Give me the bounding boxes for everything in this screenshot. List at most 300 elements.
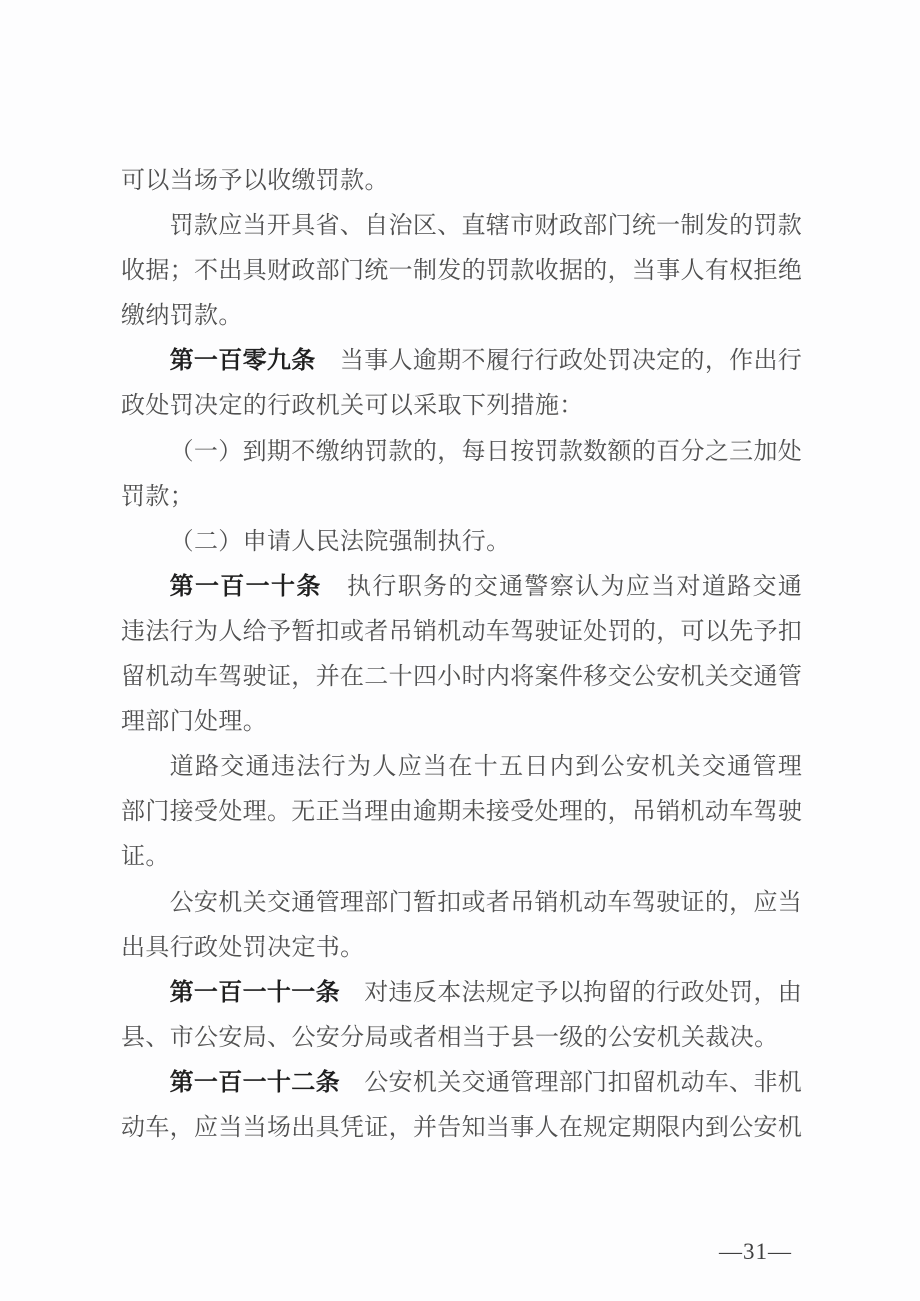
body-char: 财 xyxy=(534,213,559,240)
body-char: 限 xyxy=(656,1114,681,1141)
article-number-char: 第 xyxy=(169,979,194,1006)
body-char: 、 xyxy=(339,213,364,240)
document-body xyxy=(121,159,802,1151)
body-char: 期 xyxy=(437,799,462,826)
body-char: 处 xyxy=(777,438,802,465)
body-char: 安 xyxy=(625,754,650,781)
body-char: 绝 xyxy=(777,258,802,285)
body-char: 具 xyxy=(315,1114,340,1141)
article-number-char: 第 xyxy=(169,573,194,600)
body-char: 具 xyxy=(291,213,316,240)
body-char: 直 xyxy=(461,213,486,240)
body-char: 驶 xyxy=(777,799,802,826)
body-char: 在 xyxy=(339,664,364,691)
body-char: 理 xyxy=(534,1069,559,1096)
body-char: 人 xyxy=(680,258,705,285)
text-line xyxy=(121,339,802,384)
body-char: 出 xyxy=(753,348,778,375)
body-char: 销 xyxy=(534,889,559,916)
page-number: —31— xyxy=(719,1239,792,1264)
line-text: 缴纳罚款。 xyxy=(121,303,243,330)
line-text: （二）申请人民法院强制执行。 xyxy=(169,528,511,555)
body-char: 关 xyxy=(704,664,729,691)
text-line xyxy=(121,700,802,745)
body-char: 管 xyxy=(777,664,802,691)
body-char: 人 xyxy=(388,348,413,375)
body-char: 额 xyxy=(607,438,632,465)
body-char: ， xyxy=(607,799,632,826)
body-char: 二 xyxy=(364,664,389,691)
body-char: 日 xyxy=(524,754,549,781)
body-char: 规 xyxy=(583,1114,608,1141)
body-char: 门 xyxy=(339,258,364,285)
body-char: 制 xyxy=(412,258,437,285)
body-char: 出 xyxy=(218,258,243,285)
body-char: 人 xyxy=(534,1114,559,1141)
body-char: 当 xyxy=(485,1114,510,1141)
body-char: 通 xyxy=(485,1069,510,1096)
article-number-char: 一 xyxy=(242,979,267,1006)
body-char: 时 xyxy=(461,664,486,691)
body-char: 行 xyxy=(169,618,194,645)
body-char: 辖 xyxy=(485,213,510,240)
body-char: 政 xyxy=(680,979,705,1006)
body-char: 或 xyxy=(461,889,486,916)
body-char: ， xyxy=(291,664,316,691)
body-char: 无 xyxy=(291,799,316,826)
body-char: 定 xyxy=(607,1114,632,1141)
body-char: 管 xyxy=(752,754,777,781)
body-char: 车 xyxy=(704,1069,729,1096)
body-char: 据 xyxy=(145,258,170,285)
body-char: 暂 xyxy=(412,889,437,916)
body-char: 内 xyxy=(549,754,574,781)
body-char: 应 xyxy=(397,754,422,781)
body-char: 交 xyxy=(752,573,777,600)
body-char: 销 xyxy=(656,799,681,826)
body-char: 公 xyxy=(600,754,625,781)
body-char: 安 xyxy=(193,889,218,916)
body-char: 通 xyxy=(753,664,778,691)
body-char: 违 xyxy=(121,618,145,645)
body-char: 十 xyxy=(388,664,413,691)
body-char: ， xyxy=(169,1114,194,1141)
line-text: 政处罚决定的行政机关可以采取下列措施： xyxy=(121,393,584,420)
heading-gap xyxy=(316,339,340,384)
body-char: 安 xyxy=(656,664,681,691)
body-char: 部 xyxy=(315,258,340,285)
body-char: 期 xyxy=(631,1114,656,1141)
body-char: 车 xyxy=(729,799,754,826)
body-char: 驾 xyxy=(753,799,778,826)
body-char: 事 xyxy=(656,258,681,285)
body-char: 者 xyxy=(485,889,510,916)
body-char: 罚 xyxy=(534,438,559,465)
body-char: 交 xyxy=(607,664,632,691)
body-char: 关 xyxy=(676,754,701,781)
body-char: 关 xyxy=(437,1069,462,1096)
body-char: 并 xyxy=(315,664,340,691)
article-number-char: 零 xyxy=(242,348,267,375)
body-char: 知 xyxy=(461,1114,486,1141)
body-char: 告 xyxy=(437,1114,462,1141)
body-char: 分 xyxy=(680,438,705,465)
body-char: 不 xyxy=(461,348,486,375)
body-char: 警 xyxy=(524,573,549,600)
body-char: 一 xyxy=(388,258,413,285)
text-line xyxy=(121,384,802,429)
body-char: 以 xyxy=(704,618,729,645)
body-char: 不 xyxy=(193,258,218,285)
text-line xyxy=(121,249,802,294)
body-char: 非 xyxy=(753,1069,778,1096)
body-char: 事 xyxy=(510,1114,535,1141)
body-char: 、 xyxy=(437,213,462,240)
body-char: 应 xyxy=(193,1114,218,1141)
article-number-char: 一 xyxy=(242,1069,267,1096)
body-char: 内 xyxy=(680,1114,705,1141)
body-char: 接 xyxy=(485,799,510,826)
body-char: 安 xyxy=(753,1114,778,1141)
body-char: 机 xyxy=(218,889,243,916)
body-char: 职 xyxy=(397,573,422,600)
body-char: 交 xyxy=(220,754,245,781)
body-char: 处 xyxy=(534,799,559,826)
body-char: 驾 xyxy=(218,664,243,691)
body-char: 认 xyxy=(575,573,600,600)
text-line xyxy=(121,204,802,249)
body-char: 应 xyxy=(753,889,778,916)
body-char: 管 xyxy=(510,1069,535,1096)
text-line xyxy=(121,159,802,204)
body-char: 法 xyxy=(145,618,170,645)
body-char: 款 xyxy=(510,258,535,285)
body-char: 道 xyxy=(701,573,726,600)
body-char: 扣 xyxy=(315,618,340,645)
body-char: 款 xyxy=(777,213,802,240)
body-char: 通 xyxy=(499,573,524,600)
body-char: 移 xyxy=(583,664,608,691)
body-char: 拒 xyxy=(753,258,778,285)
line-text: 证。 xyxy=(121,844,170,871)
body-char: 关 xyxy=(242,889,267,916)
article-number-char: 条 xyxy=(315,1069,340,1096)
body-char: 区 xyxy=(412,213,437,240)
body-char: 拘 xyxy=(583,979,608,1006)
text-line xyxy=(121,1061,802,1106)
article-number-char: 十 xyxy=(266,1069,291,1096)
article-number-char: 二 xyxy=(291,1069,316,1096)
body-char: 动 xyxy=(704,799,729,826)
body-char: 动 xyxy=(461,618,486,645)
article-number-char: 条 xyxy=(315,979,340,1006)
body-char: 到 xyxy=(704,1114,729,1141)
body-char: 日 xyxy=(485,438,510,465)
body-char: 逾 xyxy=(412,799,437,826)
text-line xyxy=(121,655,802,700)
body-char: 的 xyxy=(448,573,473,600)
text-line xyxy=(121,1016,802,1061)
body-char: 收 xyxy=(534,258,559,285)
body-char: 交 xyxy=(701,754,726,781)
body-char: 交 xyxy=(729,664,754,691)
body-char: 出 xyxy=(291,1114,316,1141)
body-char: 证 xyxy=(680,889,705,916)
body-char: 通 xyxy=(291,889,316,916)
body-char: 由 xyxy=(388,799,413,826)
body-char: 部 xyxy=(121,799,145,826)
body-char: 的 xyxy=(583,799,608,826)
text-line xyxy=(121,1106,802,1151)
body-char: 受 xyxy=(193,799,218,826)
body-char: 门 xyxy=(388,889,413,916)
body-char: 证 xyxy=(558,618,583,645)
body-char: 按 xyxy=(510,438,535,465)
body-char: 罚 xyxy=(169,213,194,240)
body-char: 反 xyxy=(412,979,437,1006)
body-char: 。 xyxy=(266,799,291,826)
body-char: 应 xyxy=(218,213,243,240)
body-char: 吊 xyxy=(631,799,656,826)
body-char: 决 xyxy=(631,348,656,375)
body-char: 自 xyxy=(364,213,389,240)
article-number-char: 一 xyxy=(193,348,218,375)
body-char: 察 xyxy=(549,573,574,600)
body-char: 机 xyxy=(680,799,705,826)
body-char: 机 xyxy=(656,1069,681,1096)
body-char: 内 xyxy=(485,664,510,691)
body-char: 扣 xyxy=(437,889,462,916)
body-char: 据 xyxy=(558,258,583,285)
body-char: 人 xyxy=(218,618,243,645)
body-char: 驶 xyxy=(656,889,681,916)
body-char: 驾 xyxy=(631,889,656,916)
article-number-char: 一 xyxy=(193,1069,218,1096)
article-number-char: 条 xyxy=(296,573,321,600)
body-char: 通 xyxy=(245,754,270,781)
line-text: 县、市公安局、公安分局或者相当于县一级的公安机关裁决。 xyxy=(121,1024,779,1051)
body-char: ， xyxy=(656,618,681,645)
body-char: 为 xyxy=(347,754,371,781)
body-char: 处 xyxy=(583,348,608,375)
body-char: 对 xyxy=(364,979,389,1006)
body-char: 款 xyxy=(193,213,218,240)
body-char: 不 xyxy=(291,438,316,465)
body-char: 给 xyxy=(242,618,267,645)
text-line xyxy=(121,835,802,880)
body-char: 事 xyxy=(364,348,389,375)
body-char: 当 xyxy=(339,348,364,375)
article-number-char: 百 xyxy=(218,979,243,1006)
body-char: 期 xyxy=(266,438,291,465)
body-char: 机 xyxy=(412,1069,437,1096)
body-char: 规 xyxy=(485,979,510,1006)
body-char: 车 xyxy=(145,1114,170,1141)
body-char: 违 xyxy=(388,979,413,1006)
body-char: 具 xyxy=(242,258,267,285)
body-char: 接 xyxy=(169,799,194,826)
body-char: 车 xyxy=(193,664,218,691)
body-char: 定 xyxy=(656,348,681,375)
body-char: 案 xyxy=(534,664,559,691)
body-char: 吊 xyxy=(388,618,413,645)
text-line xyxy=(121,971,802,1016)
body-char: 款 xyxy=(388,438,413,465)
body-char: 十 xyxy=(473,754,498,781)
body-char: 款 xyxy=(558,438,583,465)
body-char: 由 xyxy=(777,979,802,1006)
body-char: 当 xyxy=(242,213,267,240)
article-number-char: 九 xyxy=(266,348,291,375)
body-char: 道 xyxy=(169,754,194,781)
body-char: 场 xyxy=(266,1114,291,1141)
body-char: 或 xyxy=(339,618,364,645)
body-char: 到 xyxy=(575,754,600,781)
body-char: 政 xyxy=(558,348,583,375)
body-char: ， xyxy=(729,889,754,916)
body-char: 件 xyxy=(558,664,583,691)
body-char: 销 xyxy=(412,618,437,645)
body-char: 机 xyxy=(558,889,583,916)
body-char: 有 xyxy=(704,258,729,285)
body-char: 罚 xyxy=(364,438,389,465)
body-char: 到 xyxy=(242,438,267,465)
body-char: 路 xyxy=(194,754,219,781)
body-char: 机 xyxy=(777,1069,802,1096)
text-line xyxy=(121,294,802,339)
body-char: ； xyxy=(169,258,194,285)
article-number-char: 一 xyxy=(193,979,218,1006)
body-char: 治 xyxy=(388,213,413,240)
text-line xyxy=(121,745,802,790)
body-char: 的 xyxy=(461,258,486,285)
body-char: 予 xyxy=(534,979,559,1006)
body-char: 动 xyxy=(680,1069,705,1096)
body-char: 的 xyxy=(704,889,729,916)
body-char: 行 xyxy=(510,348,535,375)
body-char: 开 xyxy=(266,213,291,240)
article-number-char: 一 xyxy=(291,979,316,1006)
body-char: 的 xyxy=(631,618,656,645)
body-char: ） xyxy=(218,438,243,465)
body-char: 为 xyxy=(193,618,218,645)
body-char: 百 xyxy=(656,438,681,465)
text-line xyxy=(121,926,802,971)
body-char: 驶 xyxy=(242,664,267,691)
body-char: 的 xyxy=(729,213,754,240)
body-char: 罚 xyxy=(607,348,632,375)
body-char: 政 xyxy=(558,213,583,240)
body-char: 罚 xyxy=(729,979,754,1006)
body-char: 可 xyxy=(680,618,705,645)
body-char: 留 xyxy=(121,664,145,691)
body-char: 行 xyxy=(372,573,397,600)
line-text: 出具行政处罚决定书。 xyxy=(121,934,365,961)
body-char: 留 xyxy=(607,979,632,1006)
body-char: 市 xyxy=(510,213,535,240)
body-char: 缴 xyxy=(315,438,340,465)
body-char: 为 xyxy=(600,573,625,600)
body-char: ， xyxy=(704,348,729,375)
body-char: 统 xyxy=(631,213,656,240)
body-char: 行 xyxy=(321,754,346,781)
body-char: 收 xyxy=(121,258,145,285)
body-char: 机 xyxy=(777,1114,802,1141)
body-char: 未 xyxy=(461,799,486,826)
body-char: 的 xyxy=(680,348,705,375)
body-char: 定 xyxy=(510,979,535,1006)
body-char: 部 xyxy=(364,889,389,916)
body-char: 逾 xyxy=(412,348,437,375)
body-char: 驶 xyxy=(534,618,559,645)
body-char: 统 xyxy=(364,258,389,285)
body-char: 法 xyxy=(296,754,321,781)
body-char: 交 xyxy=(266,889,291,916)
body-char: 财 xyxy=(266,258,291,285)
body-char: 当 xyxy=(777,889,802,916)
body-char: 法 xyxy=(461,979,486,1006)
body-char: 路 xyxy=(727,573,752,600)
body-char: 当 xyxy=(423,754,448,781)
article-number-char: 百 xyxy=(220,573,245,600)
body-char: 、 xyxy=(729,1069,754,1096)
body-char: 行 xyxy=(656,979,681,1006)
body-char: 一 xyxy=(193,438,218,465)
body-char: 先 xyxy=(729,618,754,645)
body-char: 公 xyxy=(631,664,656,691)
body-char: ， xyxy=(607,258,632,285)
body-char: 吊 xyxy=(510,889,535,916)
body-char: 驾 xyxy=(510,618,535,645)
body-char: 将 xyxy=(510,664,535,691)
body-char: ， xyxy=(437,438,462,465)
body-char: 机 xyxy=(651,754,676,781)
body-char: 机 xyxy=(680,664,705,691)
line-text: 理部门处理。 xyxy=(121,709,268,736)
body-char: 予 xyxy=(266,618,291,645)
body-char: 违 xyxy=(270,754,295,781)
body-char: 之 xyxy=(704,438,729,465)
body-char: 扣 xyxy=(607,1069,632,1096)
body-char: 理 xyxy=(364,799,389,826)
body-char: 小 xyxy=(437,664,462,691)
body-char: ， xyxy=(753,979,778,1006)
body-char: 公 xyxy=(364,1069,389,1096)
body-char: 在 xyxy=(448,754,473,781)
line-text: 罚款； xyxy=(121,483,195,510)
body-char: 制 xyxy=(680,213,705,240)
body-char: 予 xyxy=(753,618,778,645)
body-char: 理 xyxy=(777,754,802,781)
article-number-char: 百 xyxy=(218,1069,243,1096)
body-char: 的 xyxy=(631,438,656,465)
heading-gap xyxy=(340,971,364,1016)
body-char: 执 xyxy=(347,573,371,600)
body-char: 证 xyxy=(266,664,291,691)
body-char: ， xyxy=(388,1114,413,1141)
body-char: 的 xyxy=(583,258,608,285)
body-char: 罚 xyxy=(607,618,632,645)
body-char: 加 xyxy=(753,438,778,465)
body-char: 公 xyxy=(729,1114,754,1141)
body-char: 权 xyxy=(729,258,754,285)
body-char: 当 xyxy=(339,799,364,826)
body-char: 当 xyxy=(631,258,656,285)
body-char: 车 xyxy=(607,889,632,916)
body-char: 交 xyxy=(461,1069,486,1096)
article-number-char: 百 xyxy=(218,348,243,375)
body-char: 发 xyxy=(437,258,462,285)
